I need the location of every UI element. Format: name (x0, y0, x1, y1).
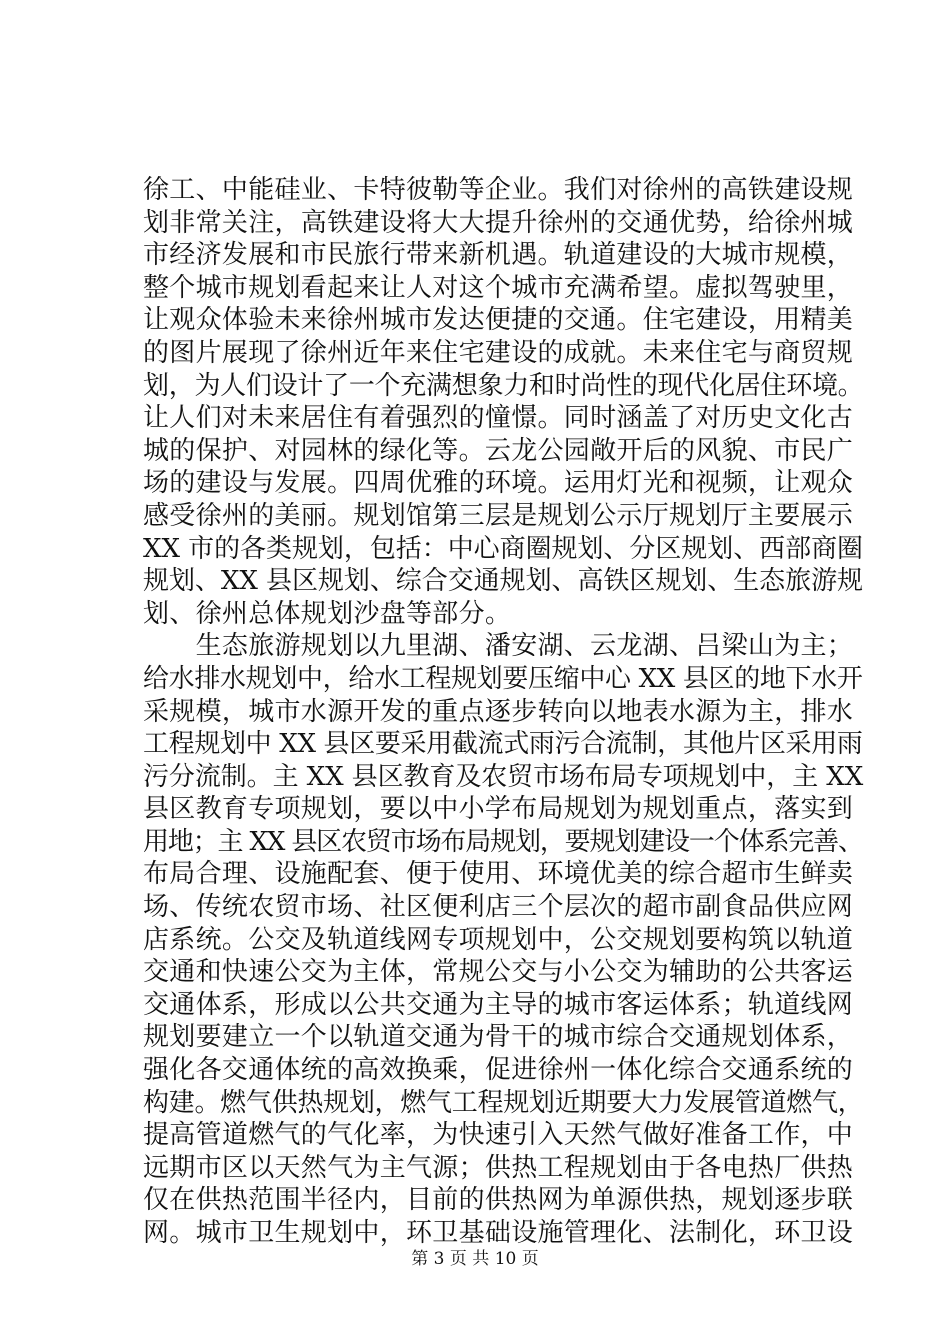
text-line: 工程规划中 XX 县区要采用截流式雨污合流制，其他片区采用雨 (143, 729, 863, 760)
text-line: 给水排水规划中，给水工程规划要压缩中心 XX 县区的地下水开 (143, 663, 863, 694)
page-footer: 第 3 页 共 10 页 (411, 1249, 539, 1269)
text-line: 布局合理、设施配套、便于使用、环境优美的综合超市生鲜卖 (143, 859, 854, 890)
text-line: 污分流制。主 XX 县区教育及农贸市场布局专项规划中，主 XX (143, 761, 864, 792)
text-line: 城的保护、对园林的绿化等。云龙公园敞开后的风貌、市民广 (143, 435, 854, 466)
text-line: 网。城市卫生规划中，环卫基础设施管理化、法制化，环卫设 (143, 1218, 854, 1248)
text-line: 店系统。公交及轨道线网专项规划中，公交规划要构筑以轨道 (143, 924, 854, 955)
text-line: 交通和快速公交为主体，常规公交与小公交为辅助的公共客运 (143, 957, 854, 988)
text-line: 让观众体验未来徐州城市发达便捷的交通。住宅建设，用精美 (143, 305, 854, 336)
text-line: 划非常关注，高铁建设将大大提升徐州的交通优势，给徐州城 (143, 207, 854, 238)
body-text (143, 174, 863, 1250)
text-line: 强化各交通体统的高效换乘，促进徐州一体化综合交通系统的 (143, 1055, 854, 1086)
text-line: 提高管道燃气的气化率，为快速引入天然气做好准备工作，中 (143, 1120, 854, 1151)
text-line: 整个城市规划看起来让人对这个城市充满希望。虚拟驾驶里， (143, 272, 854, 303)
text-line: 规划要建立一个以轨道交通为骨干的城市综合交通规划体系， (143, 1022, 854, 1053)
text-line: 规划、XX 县区规划、综合交通规划、高铁区规划、生态旅游规 (143, 566, 863, 597)
text-line: 生态旅游规划以九里湖、潘安湖、云龙湖、吕梁山为主； (143, 631, 854, 662)
text-line: 的图片展现了徐州近年来住宅建设的成就。未来住宅与商贸规 (143, 337, 854, 368)
text-line: 仅在供热范围半径内，目前的供热网为单源供热，规划逐步联 (143, 1185, 854, 1216)
text-line: 构建。燃气供热规划，燃气工程规划近期要大力发展管道燃气， (143, 1087, 864, 1118)
text-line: 市经济发展和市民旅行带来新机遇。轨道建设的大城市规模， (143, 240, 854, 271)
text-line: 采规模，城市水源开发的重点逐步转向以地表水源为主，排水 (143, 696, 854, 727)
text-line: 县区教育专项规划，要以中小学布局规划为规划重点，落实到 (143, 794, 854, 825)
text-line: 让人们对未来居住有着强烈的憧憬。同时涵盖了对历史文化古 (143, 403, 854, 434)
text-line: 徐工、中能硅业、卡特彼勒等企业。我们对徐州的高铁建设规 (143, 175, 854, 205)
text-line: 交通体系，形成以公共交通为主导的城市客运体系；轨道线网 (143, 989, 854, 1020)
text-line: XX 市的各类规划，包括：中心商圈规划、分区规划、西部商圈 (143, 533, 863, 564)
text-line: 远期市区以天然气为主气源；供热工程规划由于各电热厂供热 (143, 1152, 854, 1183)
text-line: 划，为人们设计了一个充满想象力和时尚性的现代化居住环境。 (143, 370, 864, 401)
text-line: 划、徐州总体规划沙盘等部分。 (143, 598, 512, 629)
text-line: 用地；主 XX 县区农贸市场布局规划，要规划建设一个体系完善、 (143, 826, 863, 857)
text-line: 场、传统农贸市场、社区便利店三个层次的超市副食品供应网 (143, 892, 854, 923)
text-line: 感受徐州的美丽。规划馆第三层是规划公示厅规划厅主要展示 (143, 500, 854, 531)
text-line: 场的建设与发展。四周优雅的环境。运用灯光和视频，让观众 (143, 468, 854, 499)
